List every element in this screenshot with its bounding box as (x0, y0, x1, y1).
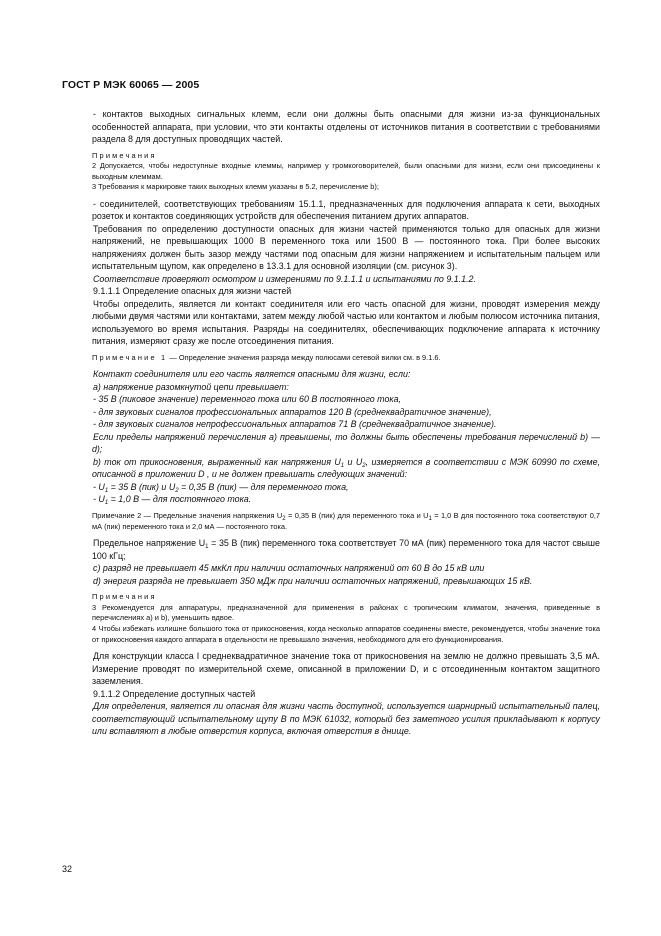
subscript: 1 (104, 487, 109, 494)
list-item: d) энергия разряда не превышает 350 мДж при наличии остаточных напряжений, превышающих 15 кВ. (93, 575, 533, 586)
text-run: - U (93, 481, 105, 492)
list-item: - 35 В (пиковое значение) переменного тока или 60 В постоянного тока, (93, 394, 401, 405)
note: 3 Требования к маркировке таких выходных клемм указаны в 5.2, перечисление b); (92, 182, 379, 192)
paragraph-italic: Контакт соединителя или его часть является опасными для жизни, если: (93, 369, 411, 380)
text-run: Примечание 2 — Предельные значения напряжения U (92, 510, 283, 520)
text-run: = 0,35 В (пик) — для переменного тока, (178, 481, 349, 492)
text-run: = 1,0 В для постоянного тока соответствуют 0,7 мА (пик) переменного тока и 2,0 мА — постоянного тока. (92, 510, 600, 531)
note-heading: Примечания (92, 150, 157, 160)
list-item (92, 456, 600, 481)
subscript: 1 (340, 462, 345, 469)
note (92, 353, 600, 364)
note: 2 Допускается, чтобы недоступные входные клеммы, например у громкоговорителей, были опасными для жизни, если они присоединены к выходным клеммам. (92, 161, 600, 181)
subscript: 1 (104, 500, 109, 507)
note-label: Примечание 1 (92, 352, 168, 362)
note (92, 511, 600, 532)
paragraph: - соединителей, соответствующих требованиям 15.1.1, предназначенных для подключения аппарата к сети, выходных розеток и контактов соединяющих устройств для обеспечения питанием других аппаратов. (92, 198, 600, 222)
page-number: 32 (62, 864, 73, 874)
paragraph-italic: Если пределы напряжений перечисления а) превышены, то должны быть обеспечены требования перечислений b) — d); (92, 431, 600, 455)
subscript: 2 (282, 515, 286, 522)
list-item: - для звуковых сигналов непрофессиональных аппаратов 71 В (среднеквадратичное значение). (93, 419, 497, 430)
paragraph-italic: Для определения, является ли опасная для жизни часть доступной, используется шарнирный испытательный палец, соответствующий испытательному щупу В по МЭК 61032, который без заметного усилия прикладывают к корпусу или вставляют в любые отверстия корпуса, включая отверстия в днище. (92, 701, 600, 737)
text-run: и U (344, 456, 363, 467)
note: 4 Чтобы избежать излишне большого тока от прикосновения, когда несколько аппаратов соединены вместе, рекомендуется, чтобы значение тока от прикосновения каждого аппарата в отдельности не превышало значения, необходимого для его функционирования. (92, 623, 600, 644)
text-run: b) ток от прикосновения, выраженный как напряжения U (93, 456, 341, 467)
document-header: ГОСТ Р МЭК 60065 — 2005 (62, 79, 200, 91)
note-heading: Примечания (92, 592, 157, 602)
document-body (92, 108, 600, 738)
paragraph: Для конструкции класса I среднеквадратичное значение тока от прикосновения на землю не должно превышать 3,5 мА. Измерение проводят по измерительной схеме, описанной в приложении D, и с отсоединенным контактом защитного заземления. (92, 651, 600, 687)
text-run: = 35 В (пик) переменного тока соответствует 70 мА (пик) переменного тока для частот свыше 100 кГц; (92, 538, 600, 561)
subscript: 1 (428, 515, 432, 522)
list-item (92, 493, 600, 506)
list-item (92, 481, 600, 494)
paragraph-italic: Соответствие проверяют осмотром и измерениями по 9.1.1.1 и испытаниями по 9.1.1.2. (93, 273, 476, 284)
subscript: 1 (205, 544, 209, 551)
paragraph: - контактов выходных сигнальных клемм, если они должны быть опасными для жизни из-за функциональных особенностей аппарата, при условии, что эти контакты отделены от источников питания в соответствии с требованиями раздела 8 для доступных проводящих частей. (92, 109, 600, 144)
text-run: = 1,0 В — для постоянного тока. (108, 494, 252, 505)
list-item: с) разряд не превышает 45 мкКл при наличии остаточных напряжений от 60 В до 15 кВ или (93, 563, 485, 574)
note: 3 Рекомендуется для аппаратуры, предназначенной для применения в районах с тропическим климатом, значения, приведенные в перечислениях а) и b), уменьшить вдвое. (92, 602, 600, 623)
text-run: , измеряется в соответствии с МЭК 60990 по схеме, описанной в приложении D , и не должен превышать следующих значений: (92, 456, 600, 480)
list-item: а) напряжение разомкнутой цепи превышает: (93, 381, 289, 392)
section-heading: 9.1.1.2 Определение доступных частей (93, 688, 256, 699)
subscript: 2 (175, 487, 179, 494)
text-run: = 0,35 В (пик) для переменного тока и U (285, 510, 429, 520)
paragraph (92, 537, 600, 562)
subscript: 2 (362, 462, 366, 469)
text-run: Предельное напряжение U (93, 538, 206, 549)
section-heading: 9.1.1.1 Определение опасных для жизни частей (93, 286, 292, 297)
paragraph: Требования по определению доступности опасных для жизни частей применяются только для опасных для жизни напряжений, не превышающих 1000 В переменного тока или 1500 В — постоянного тока. При более высоких напряжениях должен быть зазор между частями под опасным для жизни напряжением и испытательным пальцем или испытательным щупом, как определено в 13.3.1 для основной изоляции (см. рисунок 3). (92, 223, 600, 272)
paragraph: Чтобы определить, является ли контакт соединителя или его часть опасной для жизни, проводят измерения между любыми двумя частями или контактами, затем между любой частью или контактом и любым полюсом источника питания, используемого во время испытания. Разряды на соединителях, обеспечивающих подключение аппарата к источнику питания, измеряют сразу же после отсоединения питания. (92, 298, 600, 347)
note-text: — Определение значения разряда между полюсами сетевой вилки см. в 9.1.6. (169, 352, 441, 362)
list-item: - для звуковых сигналов профессиональных аппаратов 120 В (среднеквадратичное значение), (93, 406, 492, 417)
text-run: - U (93, 494, 105, 505)
text-run: = 35 В (пик) и U (108, 481, 176, 492)
